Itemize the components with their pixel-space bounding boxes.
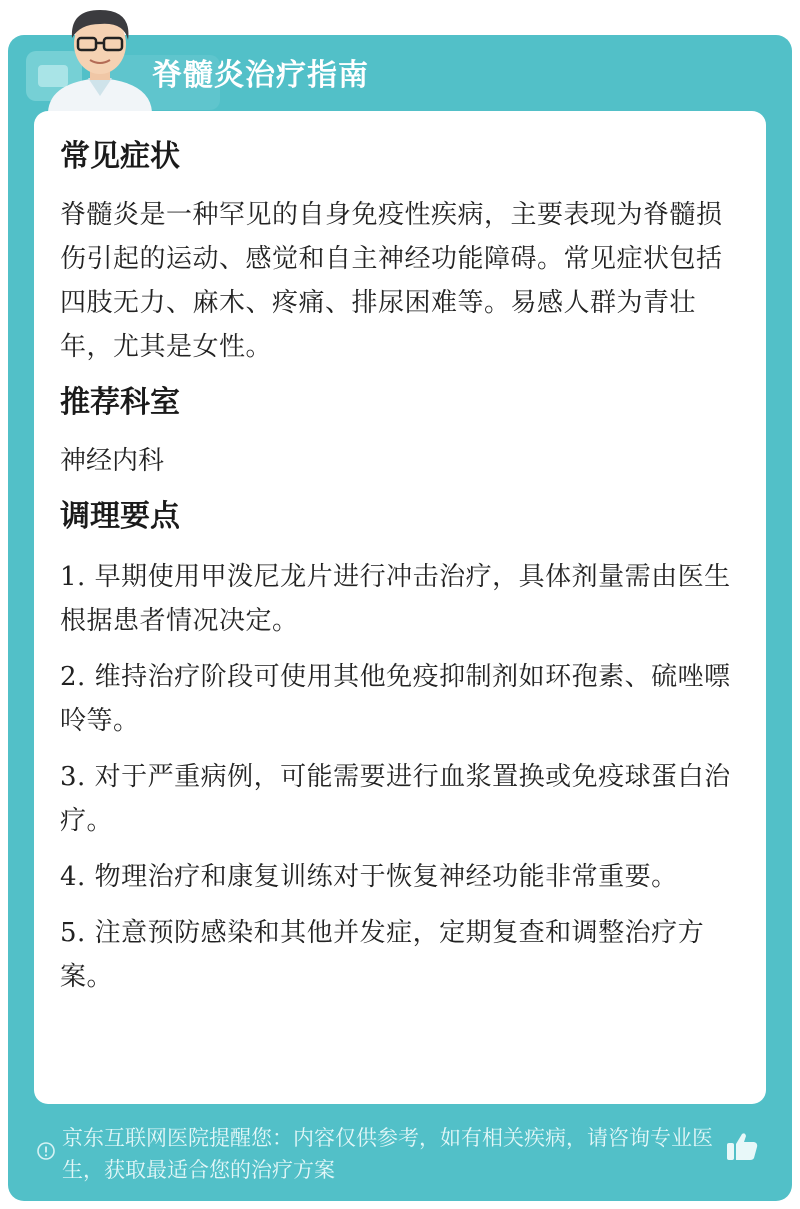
content-card	[34, 111, 766, 1104]
doctor-avatar	[40, 0, 160, 112]
care-item-text: 早期使用甲泼尼龙片进行冲击治疗，具体剂量需由医生根据患者情况决定。	[60, 562, 731, 636]
care-item-number: 5.	[60, 918, 86, 948]
department-heading: 推荐科室	[60, 385, 180, 420]
care-item-number: 4.	[60, 862, 86, 892]
care-item-text: 注意预防感染和其他并发症，定期复查和调整治疗方案。	[60, 918, 705, 992]
care-heading: 调理要点	[60, 499, 180, 534]
page-title: 脊髓炎治疗指南	[152, 58, 369, 93]
care-item-number: 2.	[60, 662, 86, 692]
care-item	[60, 655, 740, 743]
care-item-number: 1.	[60, 562, 86, 592]
thumbs-up-icon[interactable]	[724, 1128, 760, 1164]
care-item-text: 物理治疗和康复训练对于恢复神经功能非常重要。	[94, 862, 678, 892]
care-item	[60, 911, 740, 999]
care-item-text: 对于严重病例，可能需要进行血浆置换或免疫球蛋白治疗。	[60, 762, 731, 836]
care-item	[60, 855, 740, 899]
care-list	[60, 555, 740, 999]
symptoms-text: 脊髓炎是一种罕见的自身免疫性疾病，主要表现为脊髓损伤引起的运动、感觉和自主神经功能障碍。常见症状包括四肢无力、麻木、疼痛、排尿困难等。易感人群为青壮年，尤其是女性。	[60, 200, 723, 362]
symptoms-heading: 常见症状	[60, 139, 180, 174]
care-item-text: 维持治疗阶段可使用其他免疫抑制剂如环孢素、硫唑嘌呤等。	[60, 662, 731, 736]
care-item	[60, 555, 740, 643]
care-item-number: 3.	[60, 762, 86, 792]
department-text: 神经内科	[60, 446, 165, 476]
footer-notice: 京东互联网医院提醒您：内容仅供参考，如有相关疾病，请咨询专业医生，获取最适合您的治疗方案	[62, 1126, 713, 1182]
info-icon	[36, 1141, 56, 1161]
care-item	[60, 755, 740, 843]
